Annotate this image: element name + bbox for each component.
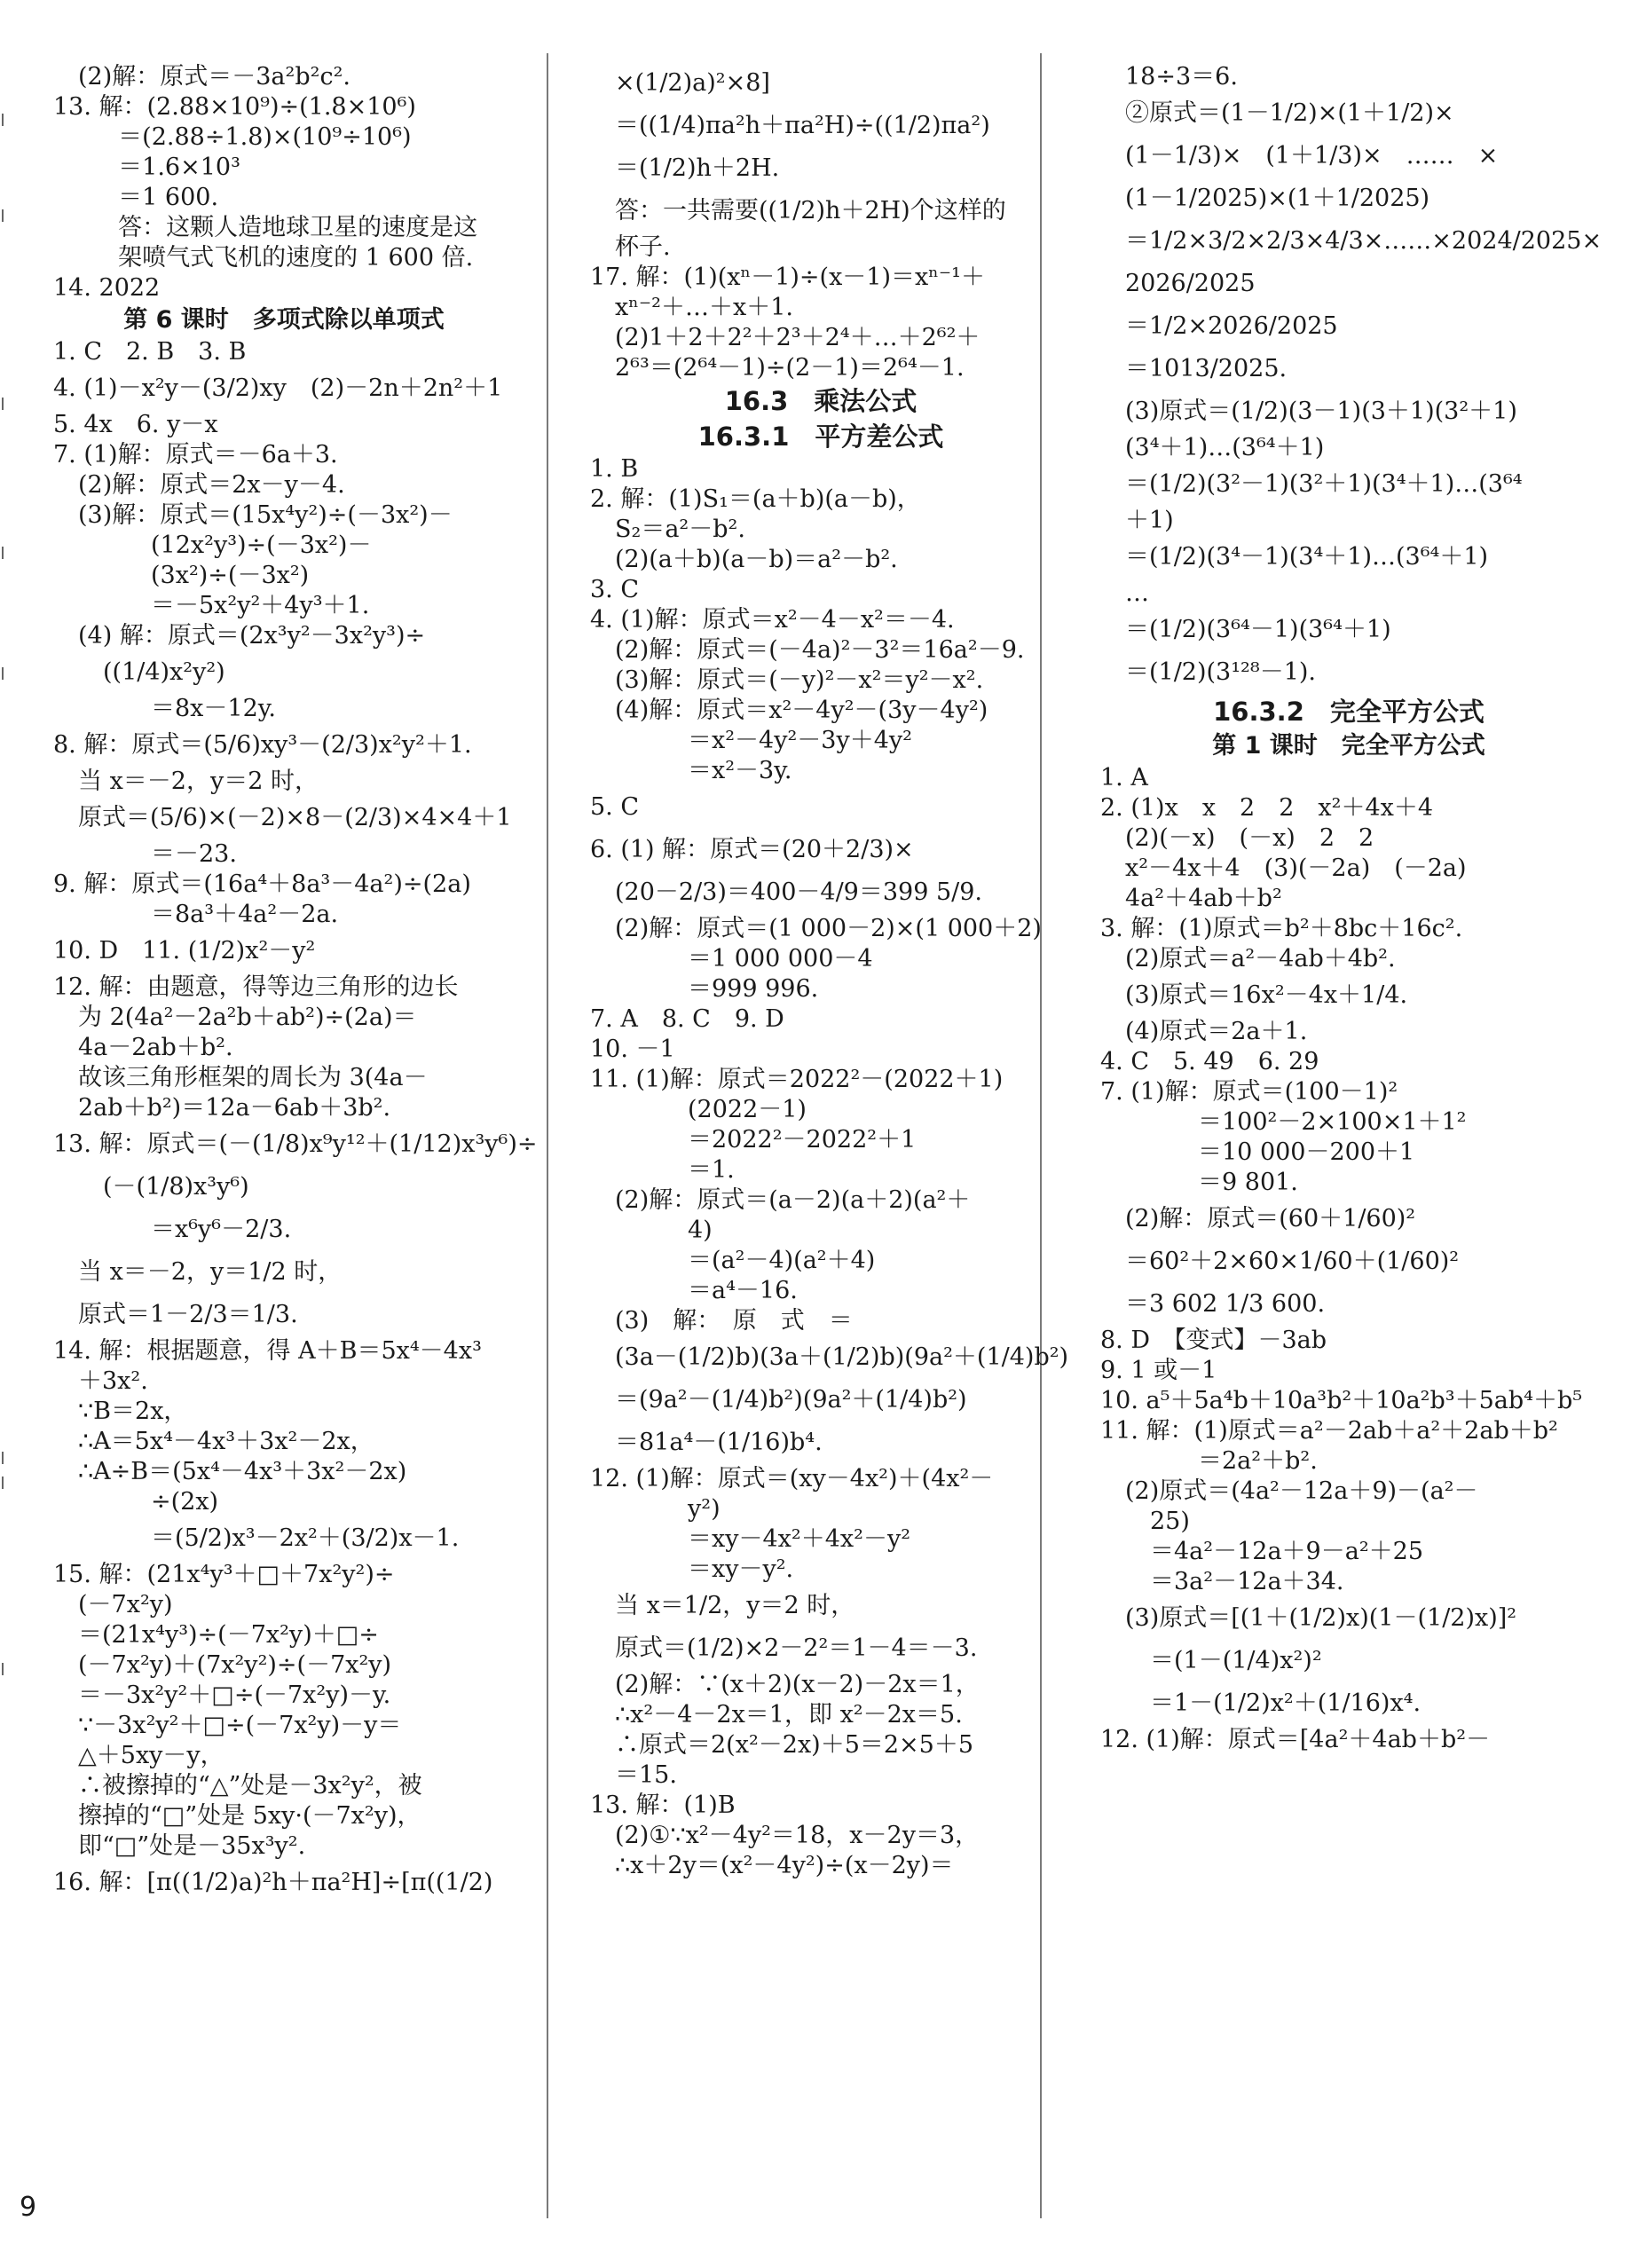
text-line: ＝3a²－12a＋34. bbox=[1150, 1568, 1344, 1595]
text-line: ∴A÷B＝(5x⁴－4x³＋3x²－2x) bbox=[78, 1458, 407, 1485]
text-line: ＝－5x²y²＋4y³＋1. bbox=[151, 592, 370, 619]
lesson-heading: 第 1 课时 完全平方公式 bbox=[1212, 732, 1485, 760]
text-line: ＝1.6×10³ bbox=[103, 154, 240, 181]
text-line: 5. C bbox=[590, 793, 640, 821]
text-line: 8. 解：原式＝(5/6)xy³－(2/3)x²y²＋1. bbox=[53, 731, 472, 759]
text-line: ∴x＋2y＝(x²－4y²)÷(x－2y)＝ bbox=[615, 1852, 954, 1879]
text-line: 11. (1)解：原式＝2022²－(2022＋1) bbox=[590, 1066, 1004, 1093]
text-line: ＝1/2×3/2×2/3×4/3×……×2024/2025× bbox=[1125, 227, 1603, 255]
text-line: 4) bbox=[688, 1217, 713, 1244]
text-line: (20－2/3)＝400－4/9＝399 5/9. bbox=[615, 878, 983, 906]
text-line: xⁿ⁻²＋…＋x＋1. bbox=[615, 294, 793, 321]
text-line: ＝1 600. bbox=[103, 184, 219, 211]
text-line: ((1/4)x²y²) bbox=[103, 658, 225, 686]
text-line: ∴被擦掉的“△”处是－3x²y²，被 bbox=[78, 1772, 422, 1799]
text-line: ＝9 801. bbox=[1198, 1169, 1298, 1196]
text-line: 4a－2ab＋b². bbox=[78, 1034, 233, 1061]
text-line: (3a－(1/2)b)(3a＋(1/2)b)(9a²＋(1/4)b²) bbox=[615, 1343, 1069, 1371]
text-line: 16. 解：[π((1/2)a)²h＋πa²H]÷[π((1/2) bbox=[53, 1869, 493, 1896]
text-line: ＝1－(1/2)x²＋(1/16)x⁴. bbox=[1150, 1689, 1422, 1717]
text-line: 25) bbox=[1150, 1508, 1190, 1535]
page-number: 9 bbox=[20, 2192, 37, 2223]
text-line: 14. 解：根据题意，得 A＋B＝5x⁴－4x³ bbox=[53, 1337, 482, 1365]
text-line: ＝xy－y². bbox=[688, 1555, 794, 1583]
text-line: 当 x＝1/2，y＝2 时， bbox=[615, 1592, 855, 1619]
text-line: 2⁶³＝(2⁶⁴－1)÷(2－1)＝2⁶⁴－1. bbox=[615, 354, 965, 382]
text-line: (12x²y³)÷(－3x²)－ bbox=[151, 532, 372, 559]
text-line: 答：一共需要((1/2)h＋2H)个这样的 bbox=[615, 197, 1006, 224]
text-line: ＝4a²－12a＋9－a²＋25 bbox=[1150, 1538, 1424, 1565]
text-line: ＋3x². bbox=[78, 1367, 148, 1395]
text-line: 11. 解：(1)原式＝a²－2ab＋a²＋2ab＋b² bbox=[1100, 1417, 1558, 1445]
text-line: ＝－23. bbox=[151, 840, 237, 868]
text-line: (2)解：原式＝(－4a)²－3²＝16a²－9. bbox=[615, 636, 1025, 664]
text-line: ＝2a²＋b². bbox=[1198, 1447, 1318, 1475]
answer-column-1 bbox=[53, 62, 538, 1904]
text-line: 2026/2025 bbox=[1125, 270, 1256, 297]
text-line: ＝(1/2)h＋2H. bbox=[615, 154, 780, 182]
text-line: (2)解：∵(x＋2)(x－2)－2x＝1， bbox=[615, 1671, 980, 1698]
text-line: 4. (1)－x²y－(3/2)xy (2)－2n＋2n²＋1 bbox=[53, 374, 503, 402]
text-line: ＝(1/2)(3¹²⁸－1). bbox=[1125, 658, 1316, 686]
text-line: ＝(21x⁴y³)÷(－7x²y)＋□÷ bbox=[78, 1621, 379, 1649]
text-line: 14. 2022 bbox=[53, 274, 161, 302]
text-line: (2)(a＋b)(a－b)＝a²－b². bbox=[615, 546, 898, 573]
text-line: (2)解：原式＝(60＋1/60)² bbox=[1125, 1205, 1416, 1232]
text-line: (2)原式＝a²－4ab＋4b². bbox=[1125, 945, 1396, 973]
answer-column-3 bbox=[1100, 62, 1603, 1755]
text-line: (3⁴＋1)…(3⁶⁴＋1) bbox=[1125, 434, 1325, 461]
text-line: ＝xy－4x²＋4x²－y² bbox=[688, 1525, 911, 1553]
text-line: ＝(1/2)(3⁴－1)(3⁴＋1)…(3⁶⁴＋1) bbox=[1125, 543, 1489, 571]
text-line: ②原式＝(1－1/2)×(1＋1/2)× bbox=[1125, 99, 1454, 127]
text-line: 原式＝(1/2)×2－2²＝1－4＝－3. bbox=[615, 1634, 978, 1662]
text-line: ＝60²＋2×60×1/60＋(1/60)² bbox=[1125, 1248, 1460, 1275]
text-line: … bbox=[1125, 579, 1149, 607]
text-line: ∴A＝5x⁴－4x³＋3x²－2x， bbox=[78, 1428, 374, 1455]
text-line: ＝10 000－200＋1 bbox=[1198, 1138, 1415, 1166]
text-line: 7. A 8. C 9. D bbox=[590, 1005, 784, 1033]
text-line: ＝1013/2025. bbox=[1125, 355, 1288, 382]
text-line: ＝(1/2)(3⁶⁴－1)(3⁶⁴＋1) bbox=[1125, 616, 1391, 643]
text-line: 13. 解：(1)B bbox=[590, 1792, 736, 1819]
text-line: ＝1/2×2026/2025 bbox=[1125, 312, 1338, 340]
text-line: 7. (1)解：原式＝－6a＋3. bbox=[53, 441, 338, 469]
text-line: 18÷3＝6. bbox=[1125, 63, 1238, 91]
text-line: 12. (1)解：原式＝(xy－4x²)＋(4x²－ bbox=[590, 1465, 994, 1492]
text-line: ＝－3x²y²＋□÷(－7x²y)－y. bbox=[78, 1681, 391, 1709]
text-line: (－7x²y)＋(7x²y²)÷(－7x²y) bbox=[78, 1651, 392, 1679]
text-line: 1. A bbox=[1100, 764, 1148, 791]
text-line: (－(1/8)x³y⁶) bbox=[103, 1173, 249, 1201]
text-line: 3. 解：(1)原式＝b²＋8bc＋16c². bbox=[1100, 915, 1463, 942]
text-line: 当 x＝－2，y＝2 时， bbox=[78, 768, 319, 795]
text-line: S₂＝a²－b². bbox=[615, 516, 745, 543]
text-line: ＝8x－12y. bbox=[151, 695, 277, 722]
text-line: (－7x²y) bbox=[78, 1591, 173, 1618]
text-line: ＝81a⁴－(1/16)b⁴. bbox=[615, 1429, 823, 1456]
text-line: 2. (1)x x 2 2 x²＋4x＋4 bbox=[1100, 794, 1434, 822]
text-line: ＝100²－2×100×1＋1² bbox=[1198, 1108, 1467, 1136]
text-line: ∵B＝2x， bbox=[78, 1398, 188, 1425]
text-line: ＝((1/4)πa²h＋πa²H)÷((1/2)πa²) bbox=[615, 112, 990, 139]
text-line: ＝(1－(1/4)x²)² bbox=[1150, 1647, 1322, 1674]
text-line: ＝15. bbox=[615, 1761, 677, 1789]
text-line: (3)解：原式＝(－y)²－x²＝y²－x². bbox=[615, 666, 984, 694]
subsection-heading: 16.3.2 完全平方公式 bbox=[1213, 697, 1485, 727]
text-line: ＝(1/2)(3²－1)(3²＋1)(3⁴＋1)…(3⁶⁴ bbox=[1125, 470, 1523, 498]
text-line: (3) 解： 原 式 ＝ bbox=[615, 1307, 853, 1335]
text-line: 原式＝1－2/3＝1/3. bbox=[78, 1301, 298, 1328]
text-line: ＝x²－4y²－3y＋4y² bbox=[688, 727, 912, 754]
text-line: (2)(－x) (－x) 2 2 bbox=[1125, 824, 1374, 852]
text-line: (3)原式＝16x²－4x＋1/4. bbox=[1125, 981, 1408, 1009]
text-line: (3)原式＝[(1＋(1/2)x)(1－(1/2)x)]² bbox=[1125, 1604, 1517, 1632]
text-line: 10. D 11. (1/2)x²－y² bbox=[53, 937, 316, 965]
left-page-edge bbox=[0, 0, 16, 2268]
text-line: (1－1/2025)×(1＋1/2025) bbox=[1125, 185, 1430, 212]
text-line: 7. (1)解：原式＝(100－1)² bbox=[1100, 1078, 1398, 1106]
text-line: 擦掉的“□”处是 5xy·(－7x²y)， bbox=[78, 1802, 421, 1830]
text-line: (3)原式＝(1/2)(3－1)(3＋1)(3²＋1) bbox=[1125, 398, 1517, 425]
text-line: 10. －1 bbox=[590, 1036, 675, 1063]
text-line: 10. a⁵＋5a⁴b＋10a³b²＋10a²b³＋5ab⁴＋b⁵ bbox=[1100, 1387, 1583, 1414]
text-line: 9. 解：原式＝(16a⁴＋8a³－4a²)÷(2a) bbox=[53, 870, 471, 898]
text-line: 1. B bbox=[590, 455, 639, 483]
text-line: (2)原式＝(4a²－12a＋9)－(a²－ bbox=[1125, 1477, 1478, 1505]
text-line: (4) 解：原式＝(2x³y²－3x²y³)÷ bbox=[78, 622, 426, 650]
text-line: 为 2(4a²－2a²b＋ab²)÷(2a)＝ bbox=[78, 1004, 417, 1031]
text-line: 8. D 【变式】－3ab bbox=[1100, 1327, 1327, 1354]
column-divider-left bbox=[547, 53, 548, 2218]
text-line: (2)①∵x²－4y²＝18，x－2y＝3， bbox=[615, 1822, 980, 1849]
text-line: 15. 解：(21x⁴y³＋□＋7x²y²)÷ bbox=[53, 1561, 395, 1588]
text-line: 4. C 5. 49 6. 29 bbox=[1100, 1048, 1319, 1075]
text-line: ÷(2x) bbox=[151, 1488, 219, 1516]
text-line: ＝1 000 000－4 bbox=[688, 945, 873, 973]
text-line: (2)解：原式＝2x－y－4. bbox=[78, 471, 345, 499]
text-line: (2022－1) bbox=[688, 1096, 807, 1123]
text-line: ＝2022²－2022²＋1 bbox=[688, 1126, 917, 1154]
text-line: 17. 解：(1)(xⁿ－1)÷(x－1)＝xⁿ⁻¹＋ bbox=[590, 264, 985, 291]
text-line: 架喷气式飞机的速度的 1 600 倍. bbox=[103, 244, 474, 272]
text-line: ∴原式＝2(x²－2x)＋5＝2×5＋5 bbox=[615, 1731, 974, 1759]
text-line: ＝(5/2)x³－2x²＋(3/2)x－1. bbox=[151, 1524, 460, 1552]
text-line: 即“□”处是－35x³y². bbox=[78, 1832, 306, 1860]
text-line: 答：这颗人造地球卫星的速度是这 bbox=[103, 214, 478, 241]
text-line: ×(1/2)a)²×8] bbox=[615, 69, 770, 97]
text-line: 故该三角形框架的周长为 3(4a－ bbox=[78, 1064, 428, 1091]
text-line: (2)1＋2＋2²＋2³＋2⁴＋…＋2⁶²＋ bbox=[615, 324, 981, 351]
text-line: 13. 解：(2.88×10⁹)÷(1.8×10⁶) bbox=[53, 93, 416, 121]
text-line: ＝x⁶y⁶－2/3. bbox=[151, 1216, 292, 1243]
answer-column-2 bbox=[590, 62, 1069, 1881]
text-line: ＝x²－3y. bbox=[688, 757, 792, 784]
text-line: 原式＝(5/6)×(－2)×8－(2/3)×4×4＋1 bbox=[78, 804, 512, 831]
text-line: ＝(a²－4)(a²＋4) bbox=[688, 1247, 876, 1274]
text-line: 2ab＋b²)＝12a－6ab＋3b². bbox=[78, 1094, 391, 1122]
text-line: 3. C bbox=[590, 576, 640, 603]
text-line: 12. 解：由题意，得等边三角形的边长 bbox=[53, 973, 459, 1001]
text-line: 当 x＝－2，y＝1/2 时， bbox=[78, 1258, 343, 1286]
text-line: ＝(9a²－(1/4)b²)(9a²＋(1/4)b²) bbox=[615, 1386, 967, 1414]
lesson-heading: 第 6 课时 多项式除以单项式 bbox=[123, 306, 445, 334]
text-line: (1－1/3)× (1＋1/3)× …… × bbox=[1125, 142, 1499, 169]
text-line: ＝999 996. bbox=[688, 975, 819, 1003]
text-line: x²－4x＋4 (3)(－2a) (－2a) bbox=[1125, 854, 1467, 882]
text-line: (3x²)÷(－3x²) bbox=[151, 562, 310, 589]
text-line: △＋5xy－y， bbox=[78, 1742, 224, 1769]
text-line: 12. (1)解：原式＝[4a²＋4ab＋b²－ bbox=[1100, 1726, 1491, 1753]
text-line: 13. 解：原式＝(－(1/8)x⁹y¹²＋(1/12)x³y⁶)÷ bbox=[53, 1130, 538, 1158]
text-line: ＋1) bbox=[1125, 507, 1174, 534]
text-line: (2)解：原式＝－3a²b²c². bbox=[78, 63, 350, 91]
text-line: (4)解：原式＝x²－4y²－(3y－4y²) bbox=[615, 697, 988, 724]
text-line: ∴x²－4－2x＝1，即 x²－2x＝5. bbox=[615, 1701, 963, 1729]
text-line: 4. (1)解：原式＝x²－4－x²＝－4. bbox=[590, 606, 955, 634]
text-line: ＝(2.88÷1.8)×(10⁹÷10⁶) bbox=[103, 123, 412, 151]
text-line: ∵－3x²y²＋□÷(－7x²y)－y＝ bbox=[78, 1712, 402, 1739]
text-line: (3)解：原式＝(15x⁴y²)÷(－3x²)－ bbox=[78, 501, 453, 529]
text-line: 9. 1 或－1 bbox=[1100, 1357, 1217, 1384]
text-line: ＝3 602 1/3 600. bbox=[1125, 1290, 1326, 1318]
text-line: 杯子. bbox=[615, 233, 671, 261]
text-line: 6. (1) 解：原式＝(20＋2/3)× bbox=[590, 836, 914, 863]
text-line: (2)解：原式＝(a－2)(a＋2)(a²＋ bbox=[615, 1186, 971, 1214]
subsection-heading: 16.3.1 平方差公式 bbox=[697, 421, 944, 452]
section-heading: 16.3 乘法公式 bbox=[724, 386, 918, 416]
text-line: 2. 解：(1)S₁＝(a＋b)(a－b)， bbox=[590, 485, 921, 513]
text-line: ＝1. bbox=[688, 1156, 735, 1184]
text-line: ＝a⁴－16. bbox=[688, 1277, 798, 1304]
text-line: 5. 4x 6. y－x bbox=[53, 411, 218, 438]
text-line: ＝8a³＋4a²－2a. bbox=[151, 901, 339, 928]
text-line: 1. C 2. B 3. B bbox=[53, 338, 247, 366]
text-line: (4)原式＝2a＋1. bbox=[1125, 1018, 1308, 1045]
text-line: y²) bbox=[688, 1495, 721, 1523]
text-line: (2)解：原式＝(1 000－2)×(1 000＋2) bbox=[615, 915, 1042, 942]
text-line: 4a²＋4ab＋b² bbox=[1125, 885, 1282, 912]
